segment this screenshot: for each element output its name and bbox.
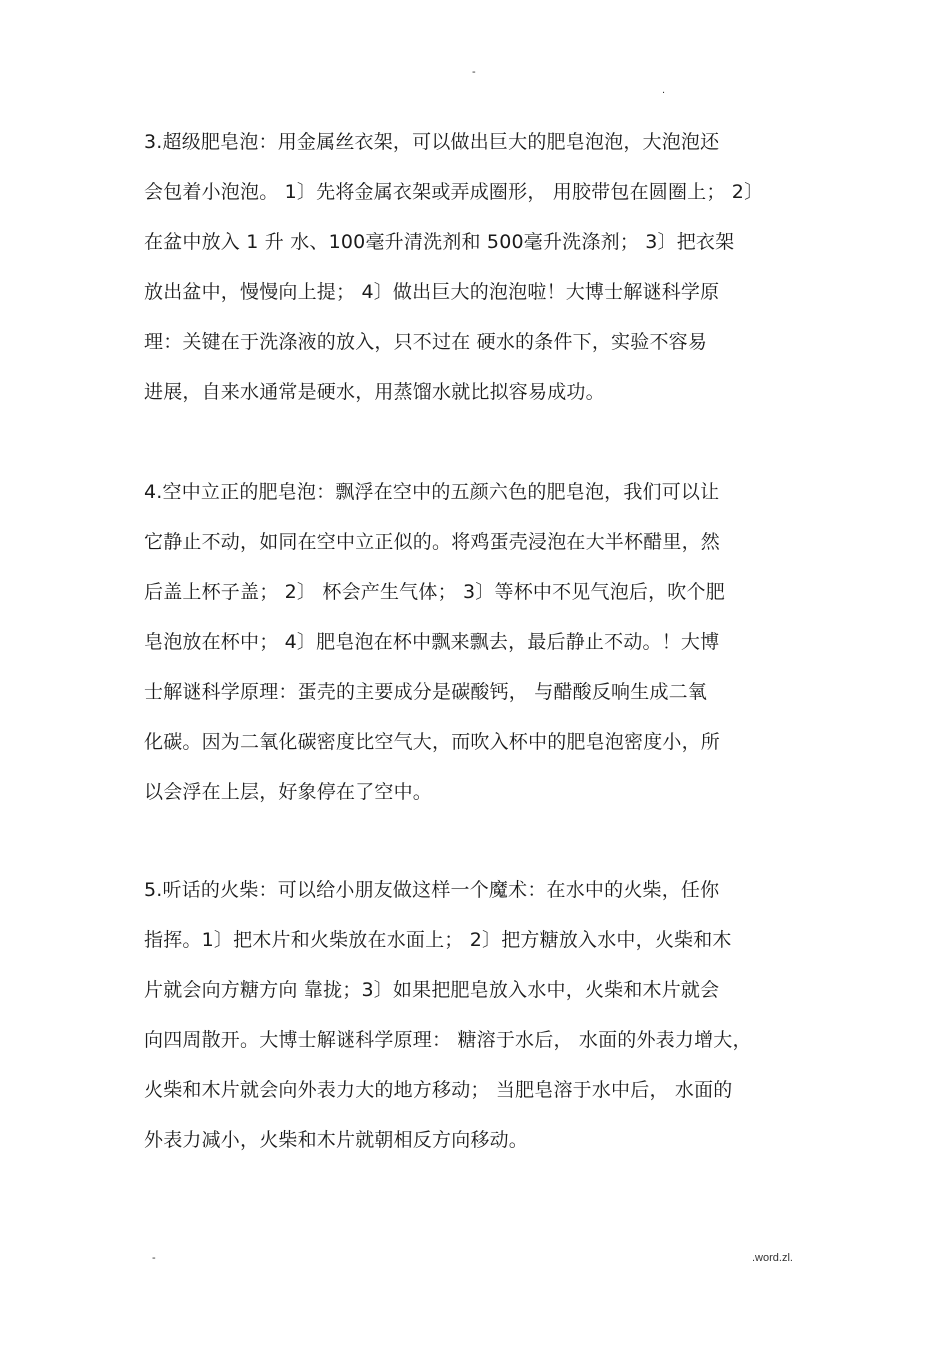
paragraph-line: 在盆中放入 1 升 水、100毫升清洗剂和 500毫升洗涤剂； 3〕把衣架 <box>144 231 735 253</box>
paragraph-line: 进展，自来水通常是硬水，用蒸馏水就比拟容易成功。 <box>144 381 605 403</box>
paragraph-3 <box>144 125 824 425</box>
paragraph-4 <box>144 475 824 825</box>
paragraph-line: 化碳。因为二氧化碳密度比空气大，而吹入杯中的肥皂泡密度小，所 <box>144 731 721 753</box>
paragraph-line: 会包着小泡泡。 1〕先将金属衣架或弄成圈形， 用胶带包在圆圈上； 2〕 <box>144 181 764 203</box>
header-mark-right: . <box>662 84 666 96</box>
paragraph-line: 放出盆中，慢慢向上提； 4〕做出巨大的泡泡啦！大博士解谜科学原 <box>144 281 720 303</box>
footer-source-label: .word.zl. <box>752 1252 793 1264</box>
paragraph-line: 3.超级肥皂泡：用金属丝衣架，可以做出巨大的肥皂泡泡，大泡泡还 <box>144 131 720 153</box>
paragraph-line: 皂泡放在杯中； 4〕肥皂泡在杯中飘来飘去，最后静止不动。！大博 <box>144 631 720 653</box>
paragraph-5 <box>144 873 824 1173</box>
footer-mark-left: - <box>152 1252 156 1264</box>
paragraph-line: 4.空中立正的肥皂泡：飘浮在空中的五颜六色的肥皂泡，我们可以让 <box>144 481 720 503</box>
paragraph-line: 士解谜科学原理：蛋壳的主要成分是碳酸钙， 与醋酸反响生成二氧 <box>144 681 708 703</box>
paragraph-line: 火柴和木片就会向外表力大的地方移动； 当肥皂溶于水中后， 水面的 <box>144 1079 733 1101</box>
paragraph-line: 指挥。1〕把木片和火柴放在水面上； 2〕把方糖放入水中，火柴和木 <box>144 929 732 951</box>
paragraph-line: 片就会向方糖方向 靠拢；3〕如果把肥皂放入水中，火柴和木片就会 <box>144 979 720 1001</box>
paragraph-line: 它静止不动，如同在空中立正似的。将鸡蛋壳浸泡在大半杯醋里，然 <box>144 531 721 553</box>
paragraph-line: 后盖上杯子盖； 2〕 杯会产生气体； 3〕等杯中不见气泡后，吹个肥 <box>144 581 725 603</box>
paragraph-line: 理：关键在于洗涤液的放入，只不过在 硬水的条件下，实验不容易 <box>144 331 708 353</box>
paragraph-line: 向四周散开。大博士解谜科学原理： 糖溶于水后， 水面的外表力增大， <box>144 1029 752 1051</box>
paragraph-line: 5.听话的火柴：可以给小朋友做这样一个魔术：在水中的火柴，任你 <box>144 879 720 901</box>
header-mark-left: - <box>472 66 476 78</box>
paragraph-line: 以会浮在上层，好象停在了空中。 <box>144 781 433 803</box>
paragraph-line: 外表力减小，火柴和木片就朝相反方向移动。 <box>144 1129 529 1151</box>
